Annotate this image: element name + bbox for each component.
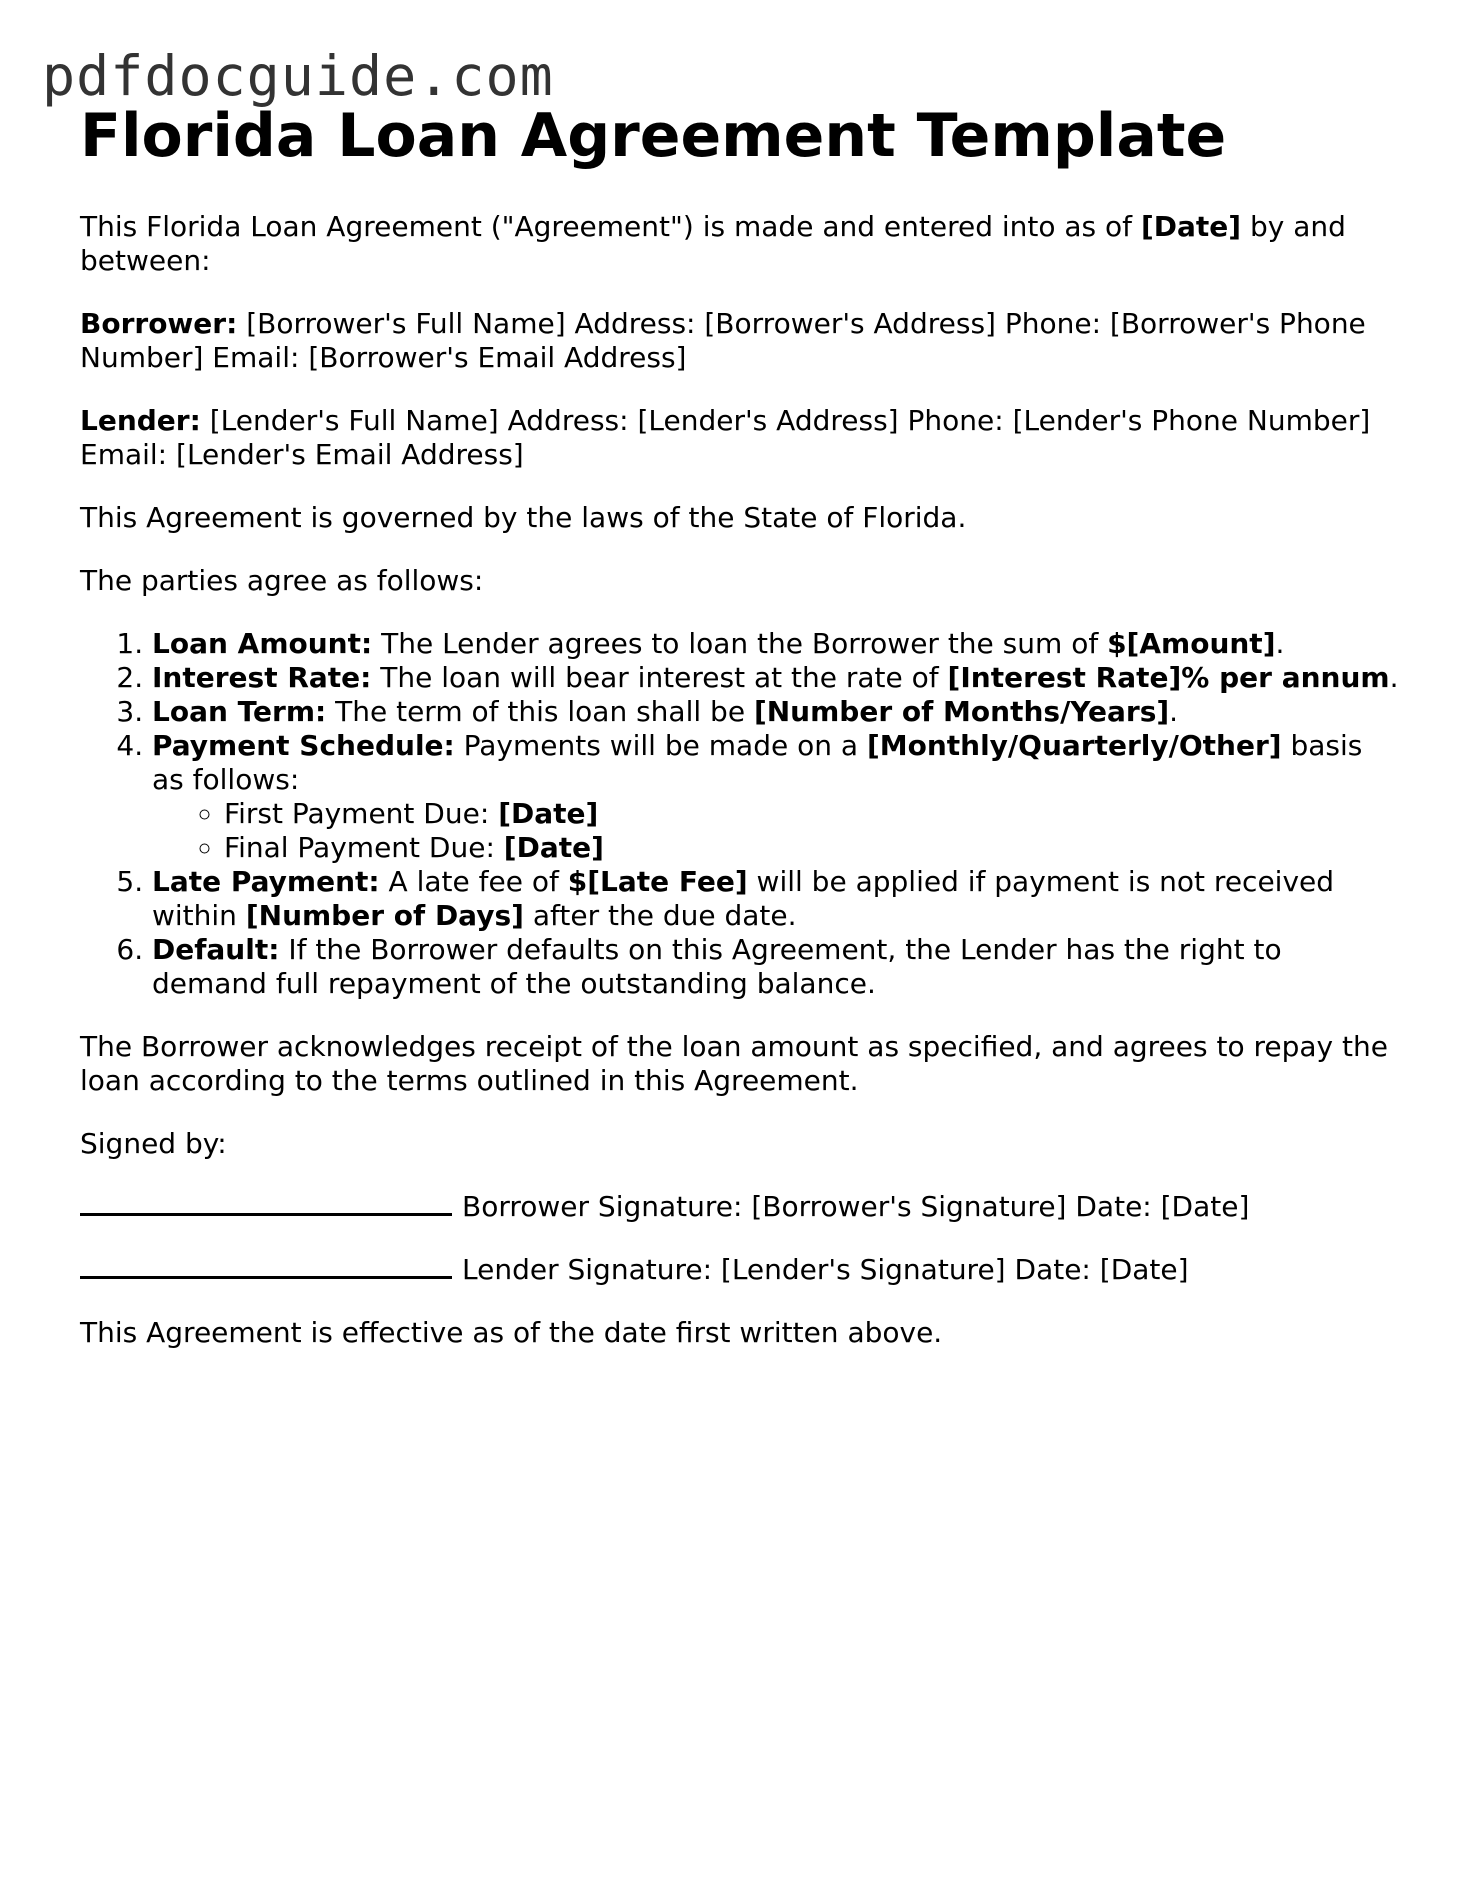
terms-list (80, 627, 1400, 1001)
term-payment-schedule (152, 729, 1400, 865)
term-text: will be applied if payment is not received within (152, 865, 1335, 932)
intro-text-end: by and between: (80, 210, 1346, 277)
borrower-paragraph (80, 307, 1400, 375)
first-payment-due (224, 797, 1400, 831)
signed-by: Signed by: (80, 1127, 227, 1160)
late-fee-value: $[Late Fee] (567, 865, 748, 898)
first-payment-label: First Payment Due: (224, 797, 499, 830)
term-text: after the due date. (523, 899, 797, 932)
term-label: Loan Term: (152, 695, 327, 728)
term-label: Loan Amount: (152, 627, 373, 660)
final-payment-due (224, 831, 1400, 865)
borrower-signature-text: Borrower Signature: [Borrower's Signature] Date: [Date] (462, 1190, 1250, 1223)
lender-details: [Lender's Full Name] Address: [Lender's Address] Phone: [Lender's Phone Number] Email: [Lender's Email Address] (80, 404, 1371, 471)
term-loan-term (152, 695, 1400, 729)
term-end: . (1169, 695, 1179, 728)
term-text: Payments will be made on a (454, 729, 867, 762)
term-end: . (1275, 627, 1285, 660)
payment-dates-list (152, 797, 1400, 865)
term-text: The Lender agrees to loan the Borrower the sum of (372, 627, 1108, 660)
borrower-signature-row (80, 1190, 1400, 1224)
term-late-payment (152, 865, 1400, 933)
late-days-value: [Number of Days] (245, 899, 524, 932)
agree-intro: The parties agree as follows: (80, 564, 484, 597)
term-loan-amount (152, 627, 1400, 661)
lender-signature-text: Lender Signature: [Lender's Signature] Date: [Date] (462, 1253, 1189, 1286)
final-payment-date: [Date] (503, 831, 604, 864)
acknowledgement: The Borrower acknowledges receipt of the loan amount as specified, and agrees to repay the loan according to the terms outlined in this Agreement. (80, 1030, 1388, 1097)
lender-signature-line[interactable] (80, 1254, 452, 1279)
term-value: [Interest Rate]% per annum (947, 661, 1390, 694)
borrower-details: [Borrower's Full Name] Address: [Borrower's Address] Phone: [Borrower's Phone Number] Email: [Borrower's Email Address] (80, 307, 1366, 374)
intro-text: This Florida Loan Agreement ("Agreement") is made and entered into as of (80, 210, 1141, 243)
lender-label: Lender: (80, 404, 201, 437)
term-end: basis as follows: (152, 729, 1363, 796)
lender-signature-row (80, 1253, 1400, 1287)
term-text: The term of this loan shall be (326, 695, 754, 728)
lender-paragraph (80, 404, 1400, 472)
term-default (152, 933, 1400, 1001)
term-value: [Monthly/Quarterly/Other] (866, 729, 1282, 762)
term-value: [Number of Months/Years] (753, 695, 1170, 728)
governing-law: This Agreement is governed by the laws of the State of Florida. (80, 501, 967, 534)
intro-date: [Date] (1140, 210, 1242, 243)
effective-statement: This Agreement is effective as of the date first written above. (80, 1316, 943, 1349)
term-interest-rate (152, 661, 1400, 695)
term-value: $[Amount] (1107, 627, 1276, 660)
term-label: Interest Rate: (152, 661, 372, 694)
borrower-label: Borrower: (80, 307, 238, 340)
term-text: If the Borrower defaults on this Agreement, the Lender has the right to demand full repayment of the outstanding balance. (152, 933, 1282, 1000)
term-label: Late Payment: (152, 865, 380, 898)
page-title: Florida Loan Agreement Template (80, 101, 1227, 171)
term-label: Default: (152, 933, 280, 966)
watermark: pdfdocguide.com (42, 44, 554, 108)
intro-paragraph (80, 210, 1400, 278)
first-payment-date: [Date] (498, 797, 599, 830)
document-body (80, 210, 1400, 1379)
term-text: The loan will bear interest at the rate of (371, 661, 948, 694)
term-label: Payment Schedule: (152, 729, 455, 762)
borrower-signature-line[interactable] (80, 1191, 452, 1216)
term-text: A late fee of (379, 865, 568, 898)
term-end: . (1389, 661, 1399, 694)
final-payment-label: Final Payment Due: (224, 831, 504, 864)
